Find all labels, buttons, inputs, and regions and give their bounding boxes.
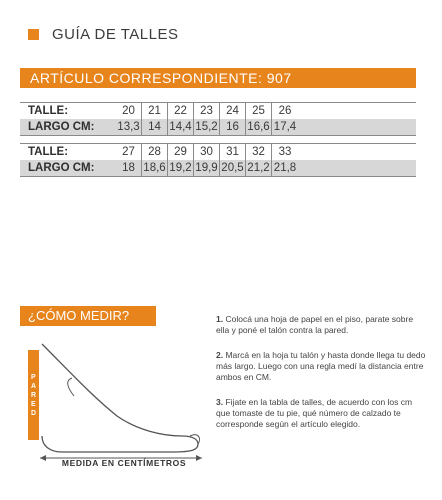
length-cell: 19,2 bbox=[168, 160, 194, 176]
page-header bbox=[28, 24, 179, 44]
size-cell: 26 bbox=[278, 105, 292, 117]
largo-row bbox=[20, 160, 416, 177]
instruction-list bbox=[216, 314, 426, 444]
article-banner: ARTÍCULO CORRESPONDIENTE: 907 bbox=[20, 68, 416, 88]
length-cell: 21,2 bbox=[246, 160, 272, 176]
wall-letter: P bbox=[30, 373, 36, 381]
step-item bbox=[216, 397, 426, 430]
talle-row bbox=[20, 102, 416, 119]
size-cell: 31 bbox=[220, 144, 246, 160]
header-square-icon bbox=[28, 29, 39, 40]
size-table-1 bbox=[20, 102, 416, 136]
size-cell: 20 bbox=[116, 103, 142, 119]
how-to-banner: ¿CÓMO MEDIR? bbox=[20, 306, 156, 326]
size-cell: 22 bbox=[168, 103, 194, 119]
largo-label: LARGO CM: bbox=[28, 162, 95, 174]
length-cell: 13,3 bbox=[116, 119, 142, 135]
step-text: Marcá en la hoja tu talón y hasta donde llega tu dedo más largo. Luego con una regla medí la distancia entre ambos en CM. bbox=[216, 350, 426, 382]
talle-label: TALLE: bbox=[28, 146, 69, 158]
talle-row bbox=[20, 143, 416, 160]
size-cell: 33 bbox=[278, 146, 292, 158]
page-title: GUÍA DE TALLES bbox=[52, 25, 179, 43]
length-cell: 21,8 bbox=[273, 162, 297, 174]
wall-letter: D bbox=[30, 409, 37, 417]
wall-letter: E bbox=[30, 400, 36, 408]
step-number: 1. bbox=[216, 314, 224, 324]
step-item bbox=[216, 314, 426, 336]
foot-diagram bbox=[22, 340, 216, 490]
length-cell: 16 bbox=[220, 119, 246, 135]
size-cell: 23 bbox=[194, 103, 220, 119]
size-cell: 28 bbox=[142, 144, 168, 160]
measure-caption: MEDIDA EN CENTÍMETROS bbox=[61, 458, 187, 468]
size-table-2 bbox=[20, 143, 416, 177]
largo-label: LARGO CM: bbox=[28, 121, 95, 133]
talle-label: TALLE: bbox=[28, 105, 69, 117]
length-cell: 20,5 bbox=[220, 160, 246, 176]
size-cell: 32 bbox=[246, 144, 272, 160]
size-cell: 25 bbox=[246, 103, 272, 119]
length-cell: 15,2 bbox=[194, 119, 220, 135]
largo-row bbox=[20, 119, 416, 136]
length-cell: 19,9 bbox=[194, 160, 220, 176]
wall-letter: R bbox=[30, 391, 37, 399]
size-cell: 29 bbox=[168, 144, 194, 160]
size-cell: 27 bbox=[116, 144, 142, 160]
step-item bbox=[216, 350, 426, 383]
size-cell: 24 bbox=[220, 103, 246, 119]
length-cell: 18 bbox=[116, 160, 142, 176]
length-cell: 14,4 bbox=[168, 119, 194, 135]
length-cell: 18,6 bbox=[142, 160, 168, 176]
step-number: 2. bbox=[216, 350, 224, 360]
step-number: 3. bbox=[216, 397, 224, 407]
size-cell: 21 bbox=[142, 103, 168, 119]
length-cell: 16,6 bbox=[246, 119, 272, 135]
wall-letter: A bbox=[30, 382, 37, 390]
length-cell: 14 bbox=[142, 119, 168, 135]
length-cell: 17,4 bbox=[273, 121, 297, 133]
size-cell: 30 bbox=[194, 144, 220, 160]
step-text: Colocá una hoja de papel en el piso, parate sobre ella y poné el talón contra la pared. bbox=[216, 314, 414, 335]
step-text: Fijate en la tabla de talles, de acuerdo con los cm que tomaste de tu pie, qué número de calzado te corresponde según el artículo elegido. bbox=[216, 397, 413, 429]
